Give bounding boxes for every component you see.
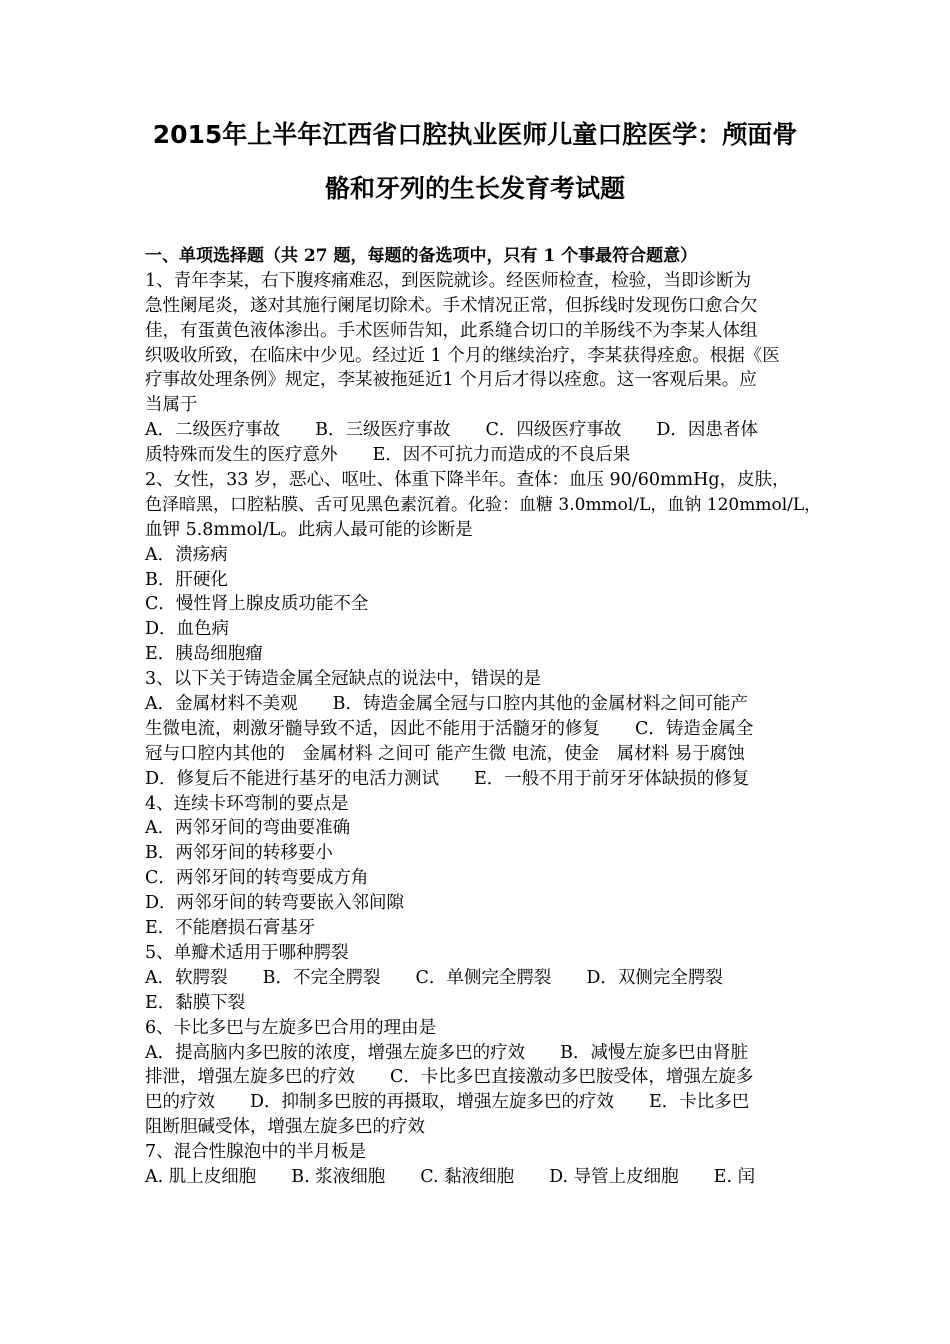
text-line: 织吸收所致，在临床中少见。经过近 1 个月的继续治疗，李某获得痊愈。根据《医	[145, 345, 780, 366]
text-line: B．两邻牙间的转移要小	[145, 843, 333, 864]
text-line: A．软腭裂 B．不完全腭裂 C．单侧完全腭裂 D．双侧完全腭裂	[145, 967, 723, 988]
text-line: 5、单瓣术适用于哪种腭裂	[145, 942, 349, 963]
text-line: 4、连续卡环弯制的要点是	[145, 793, 349, 814]
text-line: A. 肌上皮细胞 B. 浆液细胞 C. 黏液细胞 D. 导管上皮细胞 E. 闰	[145, 1166, 756, 1187]
text-line: A．两邻牙间的弯曲要准确	[145, 818, 351, 839]
document-body	[145, 244, 825, 1190]
text-line: 6、卡比多巴与左旋多巴合用的理由是	[145, 1017, 437, 1038]
document-title-line-1: 2015年上半年江西省口腔执业医师儿童口腔医学：颅面骨	[152, 120, 798, 149]
section-heading: 一、单项选择题（共 27 题，每题的备选项中，只有 1 个事最符合题意）	[145, 246, 698, 266]
text-line: E．黏膜下裂	[145, 992, 246, 1013]
text-line: B．肝硬化	[145, 569, 228, 590]
text-line: 急性阑尾炎，遂对其施行阑尾切除术。手术情况正常，但拆线时发现伤口愈合欠	[145, 295, 758, 316]
text-line: 佳，有蛋黄色液体渗出。手术医师告知，此系缝合切口的羊肠线不为李某人体组	[145, 320, 758, 341]
text-line: 排泄，增强左旋多巴的疗效 C．卡比多巴直接激动多巴胺受体，增强左旋多	[145, 1067, 754, 1088]
document-title-line-2: 骼和牙列的生长发育考试题	[324, 174, 625, 203]
text-line: 1、青年李某，右下腹疼痛难忍，到医院就诊。经医师检查，检验，当即诊断为	[145, 270, 752, 291]
text-line: C．慢性肾上腺皮质功能不全	[145, 594, 369, 615]
text-line: 血钾 5.8mmol/L。此病人最可能的诊断是	[145, 519, 473, 540]
text-line: 冠与口腔内其他的 金属材料 之间可 能产生微 电流，使金 属材料 易于腐蚀	[145, 743, 745, 764]
text-line: 色泽暗黑，口腔粘膜、舌可见黑色素沉着。化验：血糖 3.0mmol/L，血钠 120mmol/L，	[145, 494, 822, 515]
text-line: D．血色病	[145, 619, 230, 640]
text-line: 质特殊而发生的医疗意外 E．因不可抗力而造成的不良后果	[145, 445, 631, 466]
text-line: A．提高脑内多巴胺的浓度，增强左旋多巴的疗效 B．减慢左旋多巴由肾脏	[145, 1042, 748, 1063]
text-line: 巴的疗效 D．抑制多巴胺的再摄取，增强左旋多巴的疗效 E．卡比多巴	[145, 1092, 750, 1113]
text-line: 7、混合性腺泡中的半月板是	[145, 1142, 367, 1163]
text-line: E．不能磨损石膏基牙	[145, 918, 316, 939]
text-line: 3、以下关于铸造金属全冠缺点的说法中，错误的是	[145, 669, 542, 690]
text-line: 2、女性，33 岁，恶心、呕吐、体重下降半年。查体：血压 90/60mmHg，皮肤，	[145, 470, 790, 491]
text-line: A．二级医疗事故 B．三级医疗事故 C．四级医疗事故 D．因患者体	[145, 420, 758, 441]
text-line: 疗事故处理条例》规定，李某被拖延近1 个月后才得以痊愈。这一客观后果。应	[145, 370, 757, 391]
text-line: A．溃疡病	[145, 544, 228, 565]
text-line: 当属于	[145, 395, 198, 416]
text-line: E．胰岛细胞瘤	[145, 644, 263, 665]
text-line: 阻断胆碱受体，增强左旋多巴的疗效	[145, 1117, 425, 1138]
text-line: D．两邻牙间的转弯要嵌入邻间隙	[145, 893, 405, 914]
text-line: A．金属材料不美观 B．铸造金属全冠与口腔内其他的金属材料之间可能产	[145, 694, 748, 715]
text-line: D．修复后不能进行基牙的电活力测试 E．一般不用于前牙牙体缺损的修复	[145, 768, 750, 789]
body-lines	[145, 269, 825, 1190]
text-line: C．两邻牙间的转弯要成方角	[145, 868, 369, 889]
text-line: 生微电流，刺激牙髓导致不适，因此不能用于活髓牙的修复 C．铸造金属全	[145, 718, 754, 739]
